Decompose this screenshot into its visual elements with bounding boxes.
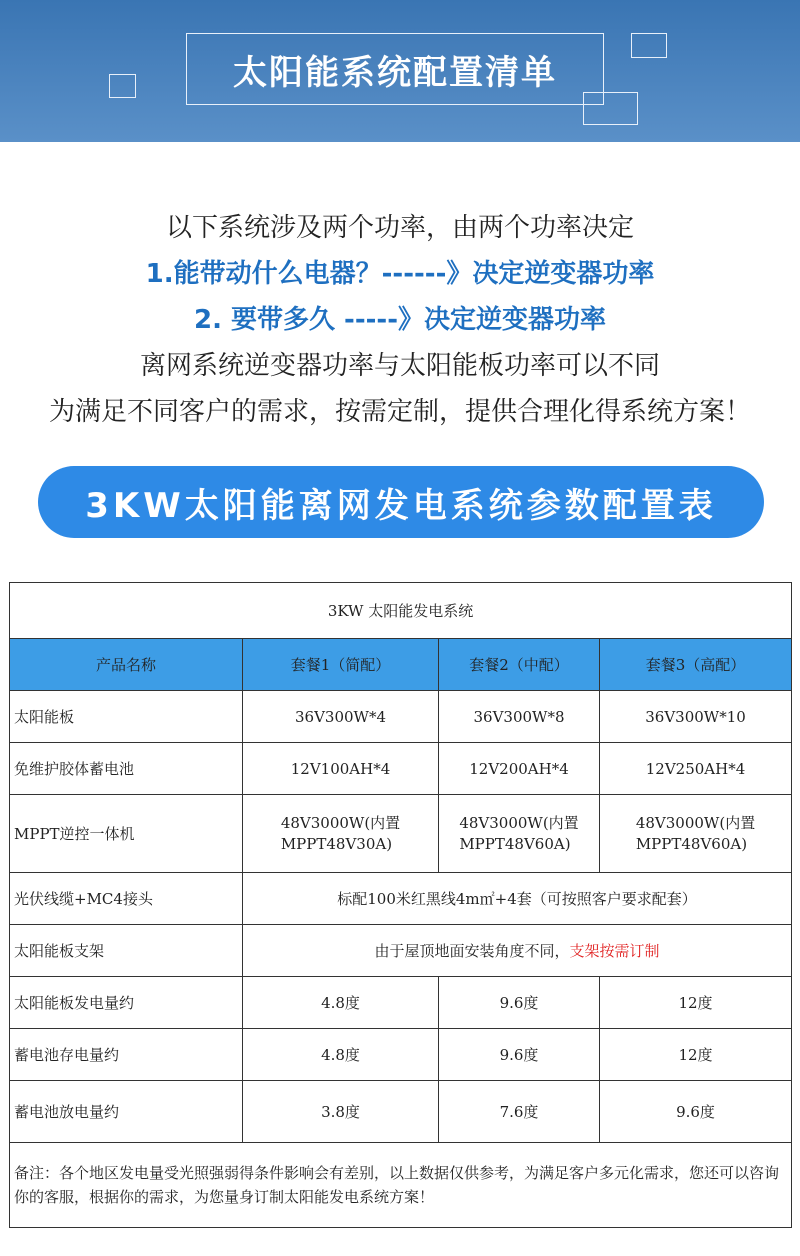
bracket-note-highlight: 支架按需订制 [569,942,660,960]
mppt-spec [281,813,400,855]
table-row [10,743,792,795]
table-cell: 12V250AH*4 [600,743,792,795]
mppt-line: MPPT48V30A) [280,834,393,853]
mppt-line: MPPT48V60A) [459,834,571,853]
column-header: 套餐2（中配） [439,639,600,691]
row-label: 太阳能板发电量约 [10,977,243,1029]
section-banner: 3KW太阳能离网发电系统参数配置表 [38,466,764,538]
table-cell: 36V300W*10 [600,691,792,743]
table-cell [439,795,600,873]
intro-line-highlight: 2. 要带多久 -----》决定逆变器功率 [193,305,607,335]
intro-line: 离网系统逆变器功率与太阳能板功率可以不同 [139,351,660,381]
decorative-square [631,33,667,58]
intro-text [0,205,800,435]
table-cell: 3.8度 [243,1081,439,1143]
row-label: 蓄电池放电量约 [10,1081,243,1143]
mppt-spec [459,813,578,855]
table-cell: 12度 [600,977,792,1029]
config-table [9,582,792,1228]
row-label: 太阳能板支架 [10,925,243,977]
table-cell [600,795,792,873]
table-row [10,1029,792,1081]
table-cell: 36V300W*8 [439,691,600,743]
row-label: 免维护胶体蓄电池 [10,743,243,795]
table-header-row [10,639,792,691]
table-note-row [10,1143,792,1228]
row-label: 光伏线缆+MC4接头 [10,873,243,925]
table-cell: 4.8度 [243,1029,439,1081]
table-cell: 9.6度 [600,1081,792,1143]
column-header: 套餐3（高配） [600,639,792,691]
decorative-square [109,74,136,98]
table-cell: 36V300W*4 [243,691,439,743]
row-label: 蓄电池存电量约 [10,1029,243,1081]
table-cell: 12度 [600,1029,792,1081]
intro-line: 以下系统涉及两个功率，由两个功率决定 [165,213,634,243]
intro-line-highlight: 1.能带动什么电器？------》决定逆变器功率 [145,259,655,289]
table-row [10,691,792,743]
page-header [0,0,800,142]
table-cell: 9.6度 [439,1029,600,1081]
column-header: 产品名称 [10,639,243,691]
row-label: MPPT逆控一体机 [10,795,243,873]
page-title: 太阳能系统配置清单 [186,33,604,105]
table-row [10,977,792,1029]
table-row [10,795,792,873]
mppt-line: 48V3000W(内置 [635,813,756,832]
table-row [10,873,792,925]
mppt-line: MPPT48V60A) [635,834,748,853]
table-cell: 12V100AH*4 [243,743,439,795]
table-cell: 12V200AH*4 [439,743,600,795]
table-title: 3KW 太阳能发电系统 [10,583,792,639]
column-header: 套餐1（简配） [243,639,439,691]
table-note: 备注：各个地区发电量受光照强弱得条件影响会有差别，以上数据仅供参考，为满足客户多元化需求，您还可以咨询你的客服，根据你的需求，为您量身订制太阳能发电系统方案！ [10,1143,792,1228]
table-title-row [10,583,792,639]
table-cell-merged: 标配100米红黑线4m㎡+4套（可按照客户要求配套） [243,873,792,925]
mppt-line: 48V3000W(内置 [459,813,579,832]
bracket-note: 由于屋顶地面安装角度不同， [374,942,570,960]
intro-line: 为满足不同客户的需求，按需定制，提供合理化得系统方案！ [48,397,751,427]
mppt-spec [636,813,755,855]
table-row [10,1081,792,1143]
row-label: 太阳能板 [10,691,243,743]
table-cell [243,795,439,873]
table-cell-merged [243,925,792,977]
mppt-line: 48V3000W(内置 [280,813,401,832]
table-row [10,925,792,977]
table-cell: 7.6度 [439,1081,600,1143]
table-cell: 9.6度 [439,977,600,1029]
table-cell: 4.8度 [243,977,439,1029]
